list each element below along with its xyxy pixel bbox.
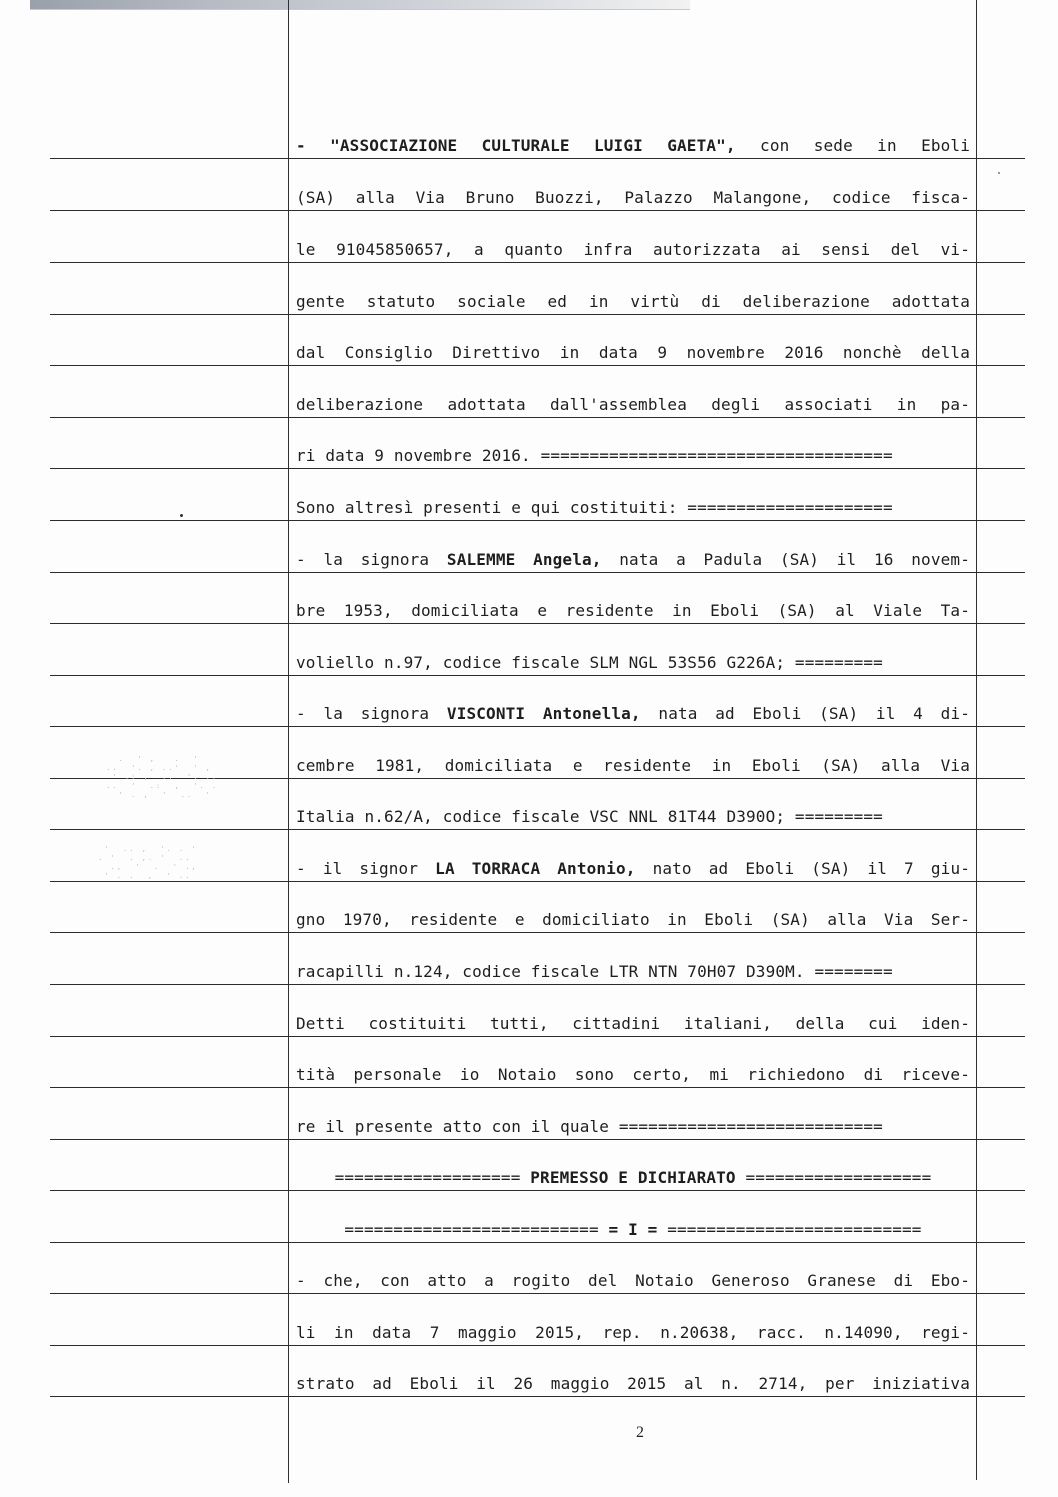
ruled-line	[50, 675, 1025, 676]
ruled-line	[50, 262, 1025, 263]
ruled-line	[50, 365, 1025, 366]
faded-stamp-mark: ' .. , '. . ' . ' . ,. ' .. ., ' . ' ., ' . . , ' ..	[98, 845, 198, 880]
ruled-line	[50, 1087, 1025, 1088]
text-line-salemme: - la signora SALEMME Angela, nata a Padula (SA) il 16 novem-	[296, 550, 970, 569]
ruled-line	[50, 1293, 1025, 1294]
ruled-line	[50, 1345, 1025, 1346]
ruled-line	[50, 1036, 1025, 1037]
scan-dot	[998, 172, 1000, 174]
scan-dot	[180, 514, 183, 517]
ruled-line	[50, 1139, 1025, 1140]
ruled-line	[50, 829, 1025, 830]
text-line: le 91045850657, a quanto infra autorizzata ai sensi del vi-	[296, 240, 970, 259]
ruled-line	[50, 726, 1025, 727]
text-line: Sono altresì presenti e qui costituiti: =====================	[296, 498, 893, 517]
right-margin-rule	[976, 0, 977, 1480]
text-line-association: - "ASSOCIAZIONE CULTURALE LUIGI GAETA", con sede in Eboli	[296, 136, 970, 155]
ruled-line	[50, 210, 1025, 211]
text-line: re il presente atto con il quale ===========================	[296, 1117, 883, 1136]
text-line: (SA) alla Via Bruno Buozzi, Palazzo Malangone, codice fisca-	[296, 188, 970, 207]
ruled-line	[50, 314, 1025, 315]
text-line: deliberazione adottata dall'assemblea degli associati in pa-	[296, 395, 970, 414]
page-number: 2	[636, 1424, 644, 1441]
text-line: - che, con atto a rogito del Notaio Generoso Granese di Ebo-	[296, 1271, 970, 1290]
section-heading-i: ========================== = I = ==========================	[344, 1220, 922, 1239]
ruled-line	[50, 520, 1025, 521]
ruled-line	[50, 468, 1025, 469]
ruled-line	[50, 932, 1025, 933]
text-line: tità personale io Notaio sono certo, mi richiedono di riceve-	[296, 1065, 970, 1084]
faded-stamp-mark: . ' , . ' .. '. , ..' ' , ' .: , .. '. .. .. ' .: , '. . ' . , ' .. '	[106, 755, 219, 799]
text-line: voliello n.97, codice fiscale SLM NGL 53S56 G226A; =========	[296, 653, 883, 672]
ruled-line	[50, 1242, 1025, 1243]
ruled-line	[50, 158, 1025, 159]
text-line: li in data 7 maggio 2015, rep. n.20638, racc. n.14090, regi-	[296, 1323, 970, 1342]
text-line-visconti: - la signora VISCONTI Antonella, nata ad Eboli (SA) il 4 di-	[296, 704, 971, 723]
text-line-la-torraca: - il signor LA TORRACA Antonio, nato ad Eboli (SA) il 7 giu-	[296, 859, 971, 878]
ruled-line	[50, 417, 1025, 418]
scan-edge-shadow	[30, 0, 690, 10]
text-line: racapilli n.124, codice fiscale LTR NTN 70H07 D390M. ========	[296, 962, 893, 981]
section-heading-premesso: =================== PREMESSO E DICHIARATO ===================	[334, 1168, 932, 1187]
text-line: Detti costituiti tutti, cittadini italiani, della cui iden-	[296, 1014, 970, 1033]
text-line: ri data 9 novembre 2016. ====================================	[296, 446, 893, 465]
text-line: strato ad Eboli il 26 maggio 2015 al n. 2714, per iniziativa	[296, 1374, 970, 1393]
left-margin-rule	[288, 0, 289, 1483]
ruled-line	[50, 984, 1025, 985]
ruled-line	[50, 881, 1025, 882]
text-line: gente statuto sociale ed in virtù di deliberazione adottata	[296, 292, 970, 311]
ruled-line	[50, 1190, 1025, 1191]
text-line: dal Consiglio Direttivo in data 9 novembre 2016 nonchè della	[296, 343, 970, 362]
ruled-line	[50, 623, 1025, 624]
text-line: Italia n.62/A, codice fiscale VSC NNL 81T44 D390O; =========	[296, 807, 883, 826]
text-line: cembre 1981, domiciliata e residente in Eboli (SA) alla Via	[296, 756, 970, 775]
ruled-line	[50, 572, 1025, 573]
text-line: bre 1953, domiciliata e residente in Eboli (SA) al Viale Ta-	[296, 601, 970, 620]
ruled-line	[50, 1396, 1025, 1397]
text-line: gno 1970, residente e domiciliato in Eboli (SA) alla Via Ser-	[296, 910, 970, 929]
